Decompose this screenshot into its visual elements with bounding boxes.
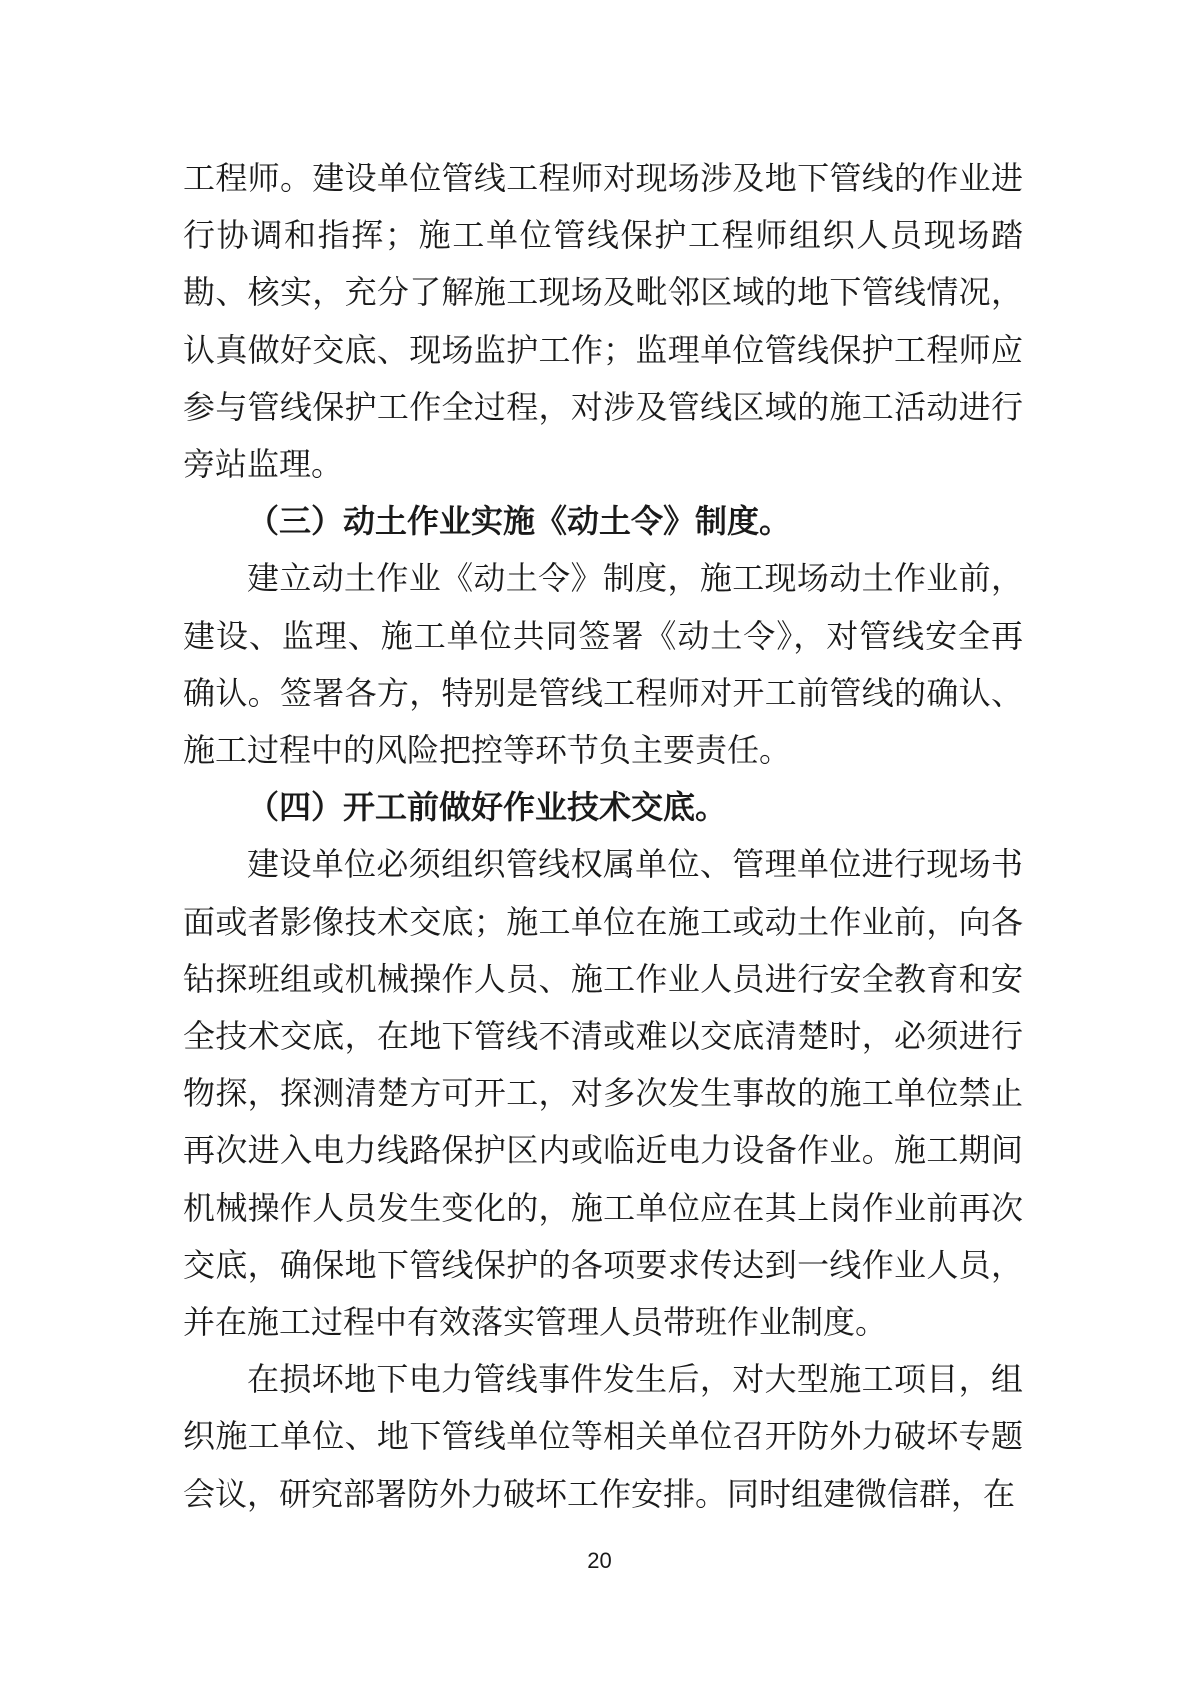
paragraph-dongtuling: 建立动土作业《动土令》制度，施工现场动土作业前，建设、监理、施工单位共同签署《动土令》，对管线安全再确认。签署各方，特别是管线工程师对开工前管线的确认、施工过程中的风险把控等环节负主要责任。 bbox=[183, 560, 1023, 769]
section-heading-4: （四）开工前做好作业技术交底。 bbox=[247, 789, 728, 826]
paragraph-jishu-jiaodi: 建设单位必须组织管线权属单位、管理单位进行现场书面或者影像技术交底；施工单位在施工或动土作业前，向各钻探班组或机械操作人员、施工作业人员进行安全教育和安全技术交底，在地下管线不清或难以交底清楚时，必须进行物探，探测清楚方可开工，对多次发生事故的施工单位禁止再次进入电力线路保护区内或临近电力设备作业。施工期间机械操作人员发生变化的，施工单位应在其上岗作业前再次交底，确保地下管线保护的各项要求传达到一线作业人员，并在施工过程中有效落实管理人员带班作业制度。 bbox=[183, 846, 1023, 1341]
document-body bbox=[183, 150, 1023, 1523]
page-number: 20 bbox=[587, 1548, 612, 1573]
paragraph-fangwaili: 在损坏地下电力管线事件发生后，对大型施工项目，组织施工单位、地下管线单位等相关单位召开防外力破坏专题会议，研究部署防外力破坏工作安排。同时组建微信群，在 bbox=[183, 1361, 1023, 1512]
section-heading-3: （三）动土作业实施《动土令》制度。 bbox=[247, 503, 792, 540]
paragraph-continuation: 工程师。建设单位管线工程师对现场涉及地下管线的作业进行协调和指挥；施工单位管线保护工程师组织人员现场踏勘、核实，充分了解施工现场及毗邻区域的地下管线情况，认真做好交底、现场监护工作；监理单位管线保护工程师应参与管线保护工作全过程，对涉及管线区域的施工活动进行旁站监理。 bbox=[183, 160, 1023, 483]
